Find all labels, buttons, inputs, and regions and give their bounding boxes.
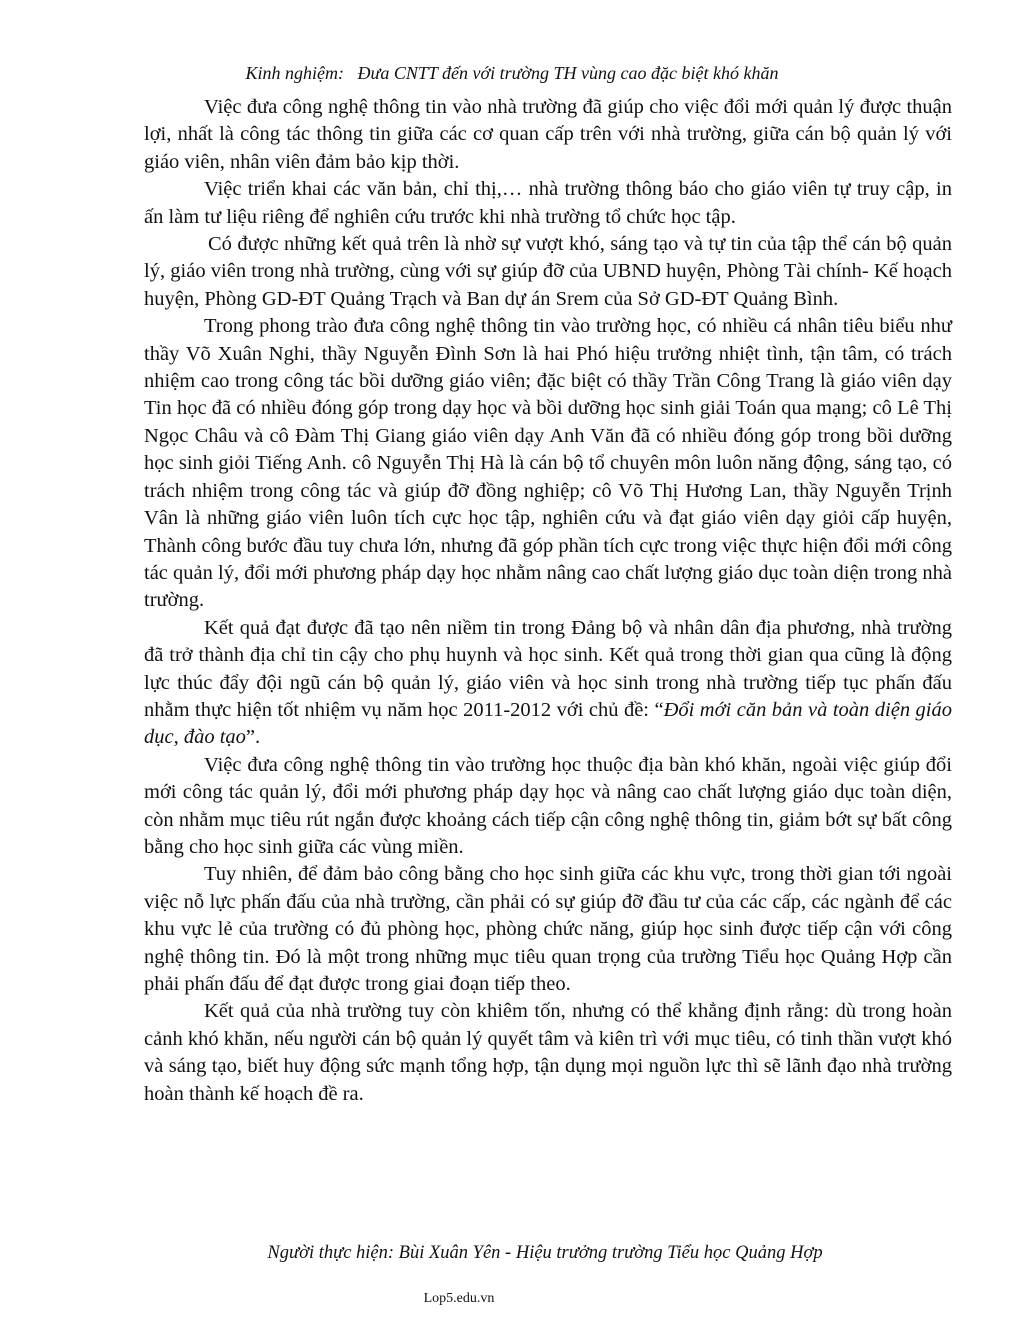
paragraph-8: Kết quả của nhà trường tuy còn khiêm tốn, nhưng có thể khẳng định rằng: dù trong hoàn cảnh khó khăn, nếu người cán bộ quản lý quyết tâm và kiên trì với mục tiêu, có tinh thần vượt khó và sáng tạo, biết huy động sức mạnh tổng hợp, tận dụng mọi nguồn lực thì sẽ lãnh đạo nhà trường hoàn thành kế hoạch đề ra. [144,1000,952,1105]
paragraph-5-end: ”. [245,726,261,749]
paragraph-5 [144,615,952,752]
document-body [144,94,952,1108]
site-footer: Lop5.edu.vn [423,1291,495,1306]
paragraph-2: Việc triển khai các văn bản, chỉ thị,… nhà trường thông báo cho giáo viên tự truy cập, in ấn làm tư liệu riêng để nghiên cứu trước khi nhà trường tổ chức học tập. [144,178,952,228]
paragraph-3: Có được những kết quả trên là nhờ sự vượt khó, sáng tạo và tự tin của tập thể cán bộ quản lý, giáo viên trong nhà trường, cùng với sự giúp đỡ của UBND huyện, Phòng Tài chính- Kế hoạch huyện, Phòng GD-ĐT Quảng Trạch và Ban dự án Srem của Sở GD-ĐT Quảng Bình. [144,233,952,310]
paragraph-7: Tuy nhiên, để đảm bảo công bằng cho học sinh giữa các khu vực, trong thời gian tới ngoài việc nỗ lực phấn đấu của nhà trường, cần phải có sự giúp đỡ đầu tư của các cấp, các ngành để các khu vực lẻ của trường có đủ phòng học, phòng chức năng, giúp học sinh được tiếp cận với công nghệ thông tin. Đó là một trong những mục tiêu quan trọng của trường Tiểu học Quảng Hợp cần phải phấn đấu để đạt được trong giai đoạn tiếp theo. [144,863,952,995]
paragraph-4: Trong phong trào đưa công nghệ thông tin vào trường học, có nhiều cá nhân tiêu biểu như thầy Võ Xuân Nghi, thầy Nguyễn Đình Sơn là hai Phó hiệu trưởng nhiệt tình, tận tâm, có trách nhiệm cao trong công tác bồi dưỡng giáo viên; đặc biệt có thầy Trần Công Trang là giáo viên dạy Tin học đã có nhiều đóng góp trong dạy học và bồi dưỡng học sinh giải Toán qua mạng; cô Lê Thị Ngọc Châu và cô Đàm Thị Giang giáo viên dạy Anh Văn đã có nhiều đóng góp trong bồi dưỡng học sinh giỏi Tiếng Anh. cô Nguyễn Thị Hà là cán bộ tổ chuyên môn luôn năng động, sáng tạo, có trách nhiệm trong công tác và giúp đỡ đồng nghiệp; cô Võ Thị Hương Lan, thầy Nguyễn Trịnh Vân là những giáo viên luôn tích cực học tập, nghiên cứu và đạt giáo viên dạy giỏi cấp huyện, Thành công bước đầu tuy chưa lớn, nhưng đã góp phần tích cực trong việc thực hiện đổi mới công tác quản lý, đổi mới phương pháp dạy học nhằm nâng cao chất lượng giáo dục toàn diện trong nhà trường. [144,315,952,612]
paragraph-6: Việc đưa công nghệ thông tin vào trường học thuộc địa bàn khó khăn, ngoài việc giúp đổi mới công tác quản lý, đổi mới phương pháp dạy học và nâng cao chất lượng giáo dục toàn diện, còn nhằm mục tiêu rút ngắn được khoảng cách tiếp cận công nghệ thông tin, giảm bớt sự bất công bằng cho học sinh giữa các vùng miền. [144,753,952,858]
author-line: Người thực hiện: Bùi Xuân Yên - Hiệu trưởng trường Tiểu học Quảng Hợp [267,1243,823,1263]
page-header [0,62,1024,84]
header-label: Kinh nghiệm: [245,63,344,83]
header-title: Đưa CNTT đến với trường TH vùng cao đặc biệt khó khăn [357,63,779,83]
paragraph-1: Việc đưa công nghệ thông tin vào nhà trường đã giúp cho việc đổi mới quản lý được thuận lợi, nhất là công tác thông tin giữa các cơ quan cấp trên với nhà trường, giữa cán bộ quản lý với giáo viên, nhân viên đảm bảo kịp thời. [144,96,952,173]
paragraph-5-text: Kết quả đạt được đã tạo nên niềm tin trong Đảng bộ và nhân dân địa phương, nhà trường đã trở thành địa chỉ tin cậy cho phụ huynh và học sinh. Kết quả trong thời gian qua cũng là động lực thúc đẩy đội ngũ cán bộ quản lý, giáo viên và học sinh trong nhà trường tiếp tục phấn đấu nhằm thực hiện tốt nhiệm vụ năm học 2011-2012 với chủ đề: “ [144,616,952,721]
paragraph-5-theme: Đổi mới căn bản và toàn diện giáo dục, đào tạo [144,698,952,749]
